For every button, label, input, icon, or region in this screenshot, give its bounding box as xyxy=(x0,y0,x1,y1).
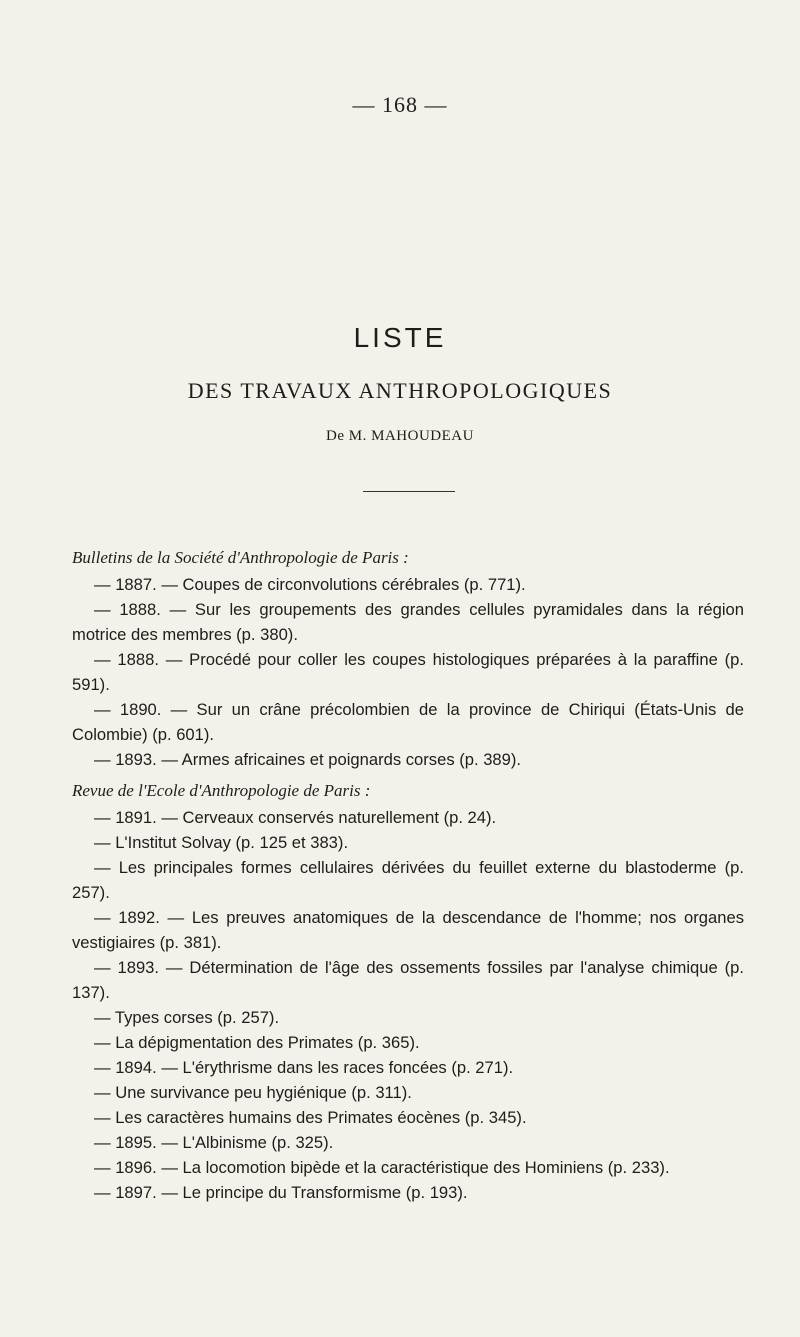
bibliography-entry: — 1892. — Les preuves anatomiques de la descendance de l'homme; nos organes vestigiaires (p. 381). xyxy=(72,908,744,952)
bibliography-entry: — 1896. — La locomotion bipède et la caractéristique des Hominiens (p. 233). xyxy=(94,1158,670,1177)
bibliography-entry: — La dépigmentation des Primates (p. 365). xyxy=(94,1033,420,1052)
section-revue xyxy=(72,778,744,1205)
bibliography-entry: — Une survivance peu hygiénique (p. 311). xyxy=(94,1083,412,1102)
journal-title: Bulletins de la Société d'Anthropologie de Paris : xyxy=(72,548,409,567)
bibliography-entry: — Types corses (p. 257). xyxy=(94,1008,280,1027)
document-author: De M. MAHOUDEAU xyxy=(326,428,474,444)
bibliography-entry: — L'Institut Solvay (p. 125 et 383). xyxy=(94,833,349,852)
bibliography-entry: — 1893. — Détermination de l'âge des ossements fossiles par l'analyse chimique (p. 137). xyxy=(72,958,744,1002)
bibliography-entry: — 1890. — Sur un crâne précolombien de la province de Chiriqui (États-Unis de Colombie) (p. 601). xyxy=(72,700,744,744)
document-title: LISTE xyxy=(353,322,447,353)
bibliography-entry: — 1887. — Coupes de circonvolutions cérébrales (p. 771). xyxy=(94,575,526,594)
bibliography-entry: — 1895. — L'Albinisme (p. 325). xyxy=(94,1133,334,1152)
bibliography-entry: — 1893. — Armes africaines et poignards corses (p. 389). xyxy=(94,750,522,769)
divider-rule xyxy=(363,491,455,492)
section-bulletins xyxy=(72,545,744,772)
document-subtitle: DES TRAVAUX ANTHROPOLOGIQUES xyxy=(187,378,613,403)
bibliography-entry: — Les caractères humains des Primates éocènes (p. 345). xyxy=(94,1108,527,1127)
journal-title: Revue de l'Ecole d'Anthropologie de Paris : xyxy=(72,781,371,800)
bibliography-entry: — 1891. — Cerveaux conservés naturellement (p. 24). xyxy=(94,808,497,827)
bibliography-entry: — 1888. — Sur les groupements des grandes cellules pyramidales dans la région motrice des membres (p. 380). xyxy=(72,600,744,644)
bibliography-entry: — 1897. — Le principe du Transformisme (p. 193). xyxy=(94,1183,468,1202)
bibliography-entry: — Les principales formes cellulaires dérivées du feuillet externe du blastoderme (p. 257). xyxy=(72,858,744,902)
bibliography xyxy=(72,545,744,1205)
page-number: — 168 — xyxy=(352,92,448,117)
bibliography-entry: — 1888. — Procédé pour coller les coupes histologiques préparées à la paraffine (p. 591). xyxy=(72,650,744,694)
bibliography-entry: — 1894. — L'érythrisme dans les races foncées (p. 271). xyxy=(94,1058,514,1077)
